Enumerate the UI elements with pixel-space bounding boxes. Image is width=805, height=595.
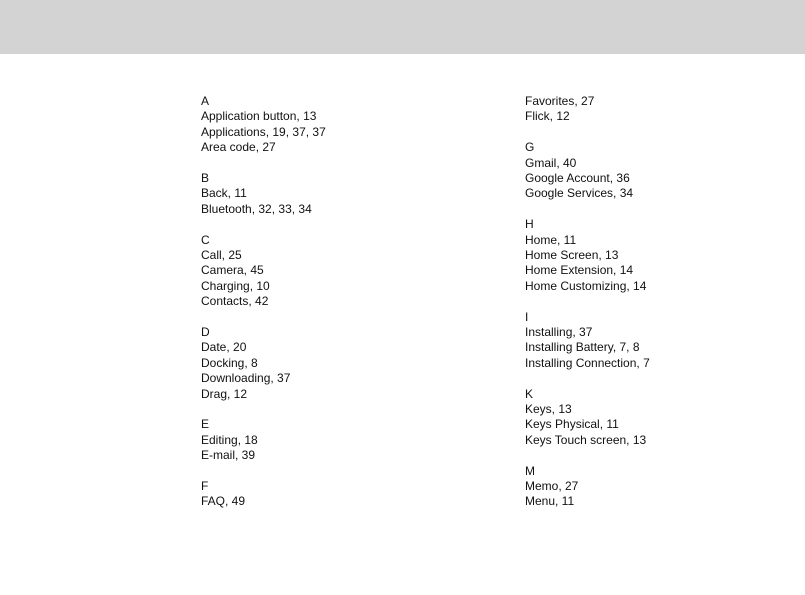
index-column-left (201, 94, 461, 510)
index-entry: Call, 25 (201, 248, 242, 263)
group-spacer (525, 448, 785, 463)
index-entry: Area code, 27 (201, 140, 276, 155)
index-group (201, 325, 461, 402)
index-entry: Applications, 19, 37, 37 (201, 124, 326, 139)
index-entry: Keys, 13 (525, 402, 572, 417)
index-letter-heading: F (201, 479, 209, 494)
index-entry: Menu, 11 (525, 494, 575, 509)
group-spacer (201, 217, 461, 232)
index-entry: Drag, 12 (201, 386, 248, 401)
index-entry: Application button, 13 (201, 109, 317, 124)
index-entry: Installing Battery, 7, 8 (525, 340, 640, 355)
group-spacer (201, 464, 461, 479)
index-entry: Memo, 27 (525, 479, 579, 494)
group-spacer (525, 125, 785, 140)
index-entry: Favorites, 27 (525, 94, 595, 108)
index-entry: Keys Touch screen, 13 (525, 432, 647, 447)
index-letter-heading: C (201, 232, 210, 247)
index-entry: Docking, 8 (201, 355, 258, 370)
index-entry: Installing, 37 (525, 325, 593, 340)
index-group (525, 217, 785, 294)
index-entry: Home Screen, 13 (525, 248, 619, 263)
group-spacer (201, 402, 461, 417)
group-spacer (525, 202, 785, 217)
index-entry: Flick, 12 (525, 109, 570, 124)
group-spacer (525, 371, 785, 386)
index-entry: Bluetooth, 32, 33, 34 (201, 201, 312, 216)
index-entry: Home Customizing, 14 (525, 278, 647, 293)
index-letter-heading: B (201, 171, 210, 186)
index-entry: Google Services, 34 (525, 186, 634, 201)
index-group (201, 94, 461, 156)
index-entry: Editing, 18 (201, 432, 258, 447)
index-entry: Contacts, 42 (201, 294, 269, 309)
index-entry: Downloading, 37 (201, 371, 291, 386)
index-entry: Home Extension, 14 (525, 263, 634, 278)
index-group (525, 140, 785, 202)
index-group (525, 94, 785, 125)
index-group (201, 171, 461, 217)
index-group (201, 233, 461, 310)
index-entry: Charging, 10 (201, 278, 270, 293)
index-letter-heading: D (201, 325, 210, 340)
index-letter-heading: M (525, 463, 535, 478)
index-entry: E-mail, 39 (201, 448, 256, 463)
index-entry: Google Account, 36 (525, 171, 630, 186)
index-group (525, 387, 785, 449)
index-group (201, 417, 461, 463)
index-entry: FAQ, 49 (201, 494, 246, 509)
index-letter-heading: H (525, 217, 534, 232)
index-entry: Home, 11 (525, 232, 577, 247)
index-column-right (525, 94, 785, 510)
index-letter-heading: I (525, 309, 529, 324)
index-entry: Gmail, 40 (525, 155, 577, 170)
group-spacer (201, 156, 461, 171)
group-spacer (525, 294, 785, 309)
index-letter-heading: G (525, 140, 535, 155)
index-entry: Keys Physical, 11 (525, 417, 619, 432)
index-letter-heading: A (201, 94, 210, 108)
index-letter-heading: E (201, 417, 210, 432)
index-entry: Camera, 45 (201, 263, 264, 278)
index-entry: Back, 11 (201, 186, 247, 201)
index-group (201, 479, 461, 510)
group-spacer (201, 310, 461, 325)
index-entry: Installing Connection, 7 (525, 355, 650, 370)
index-letter-heading: K (525, 386, 534, 401)
index-group (525, 464, 785, 510)
index-group (525, 310, 785, 372)
index-entry: Date, 20 (201, 340, 247, 355)
